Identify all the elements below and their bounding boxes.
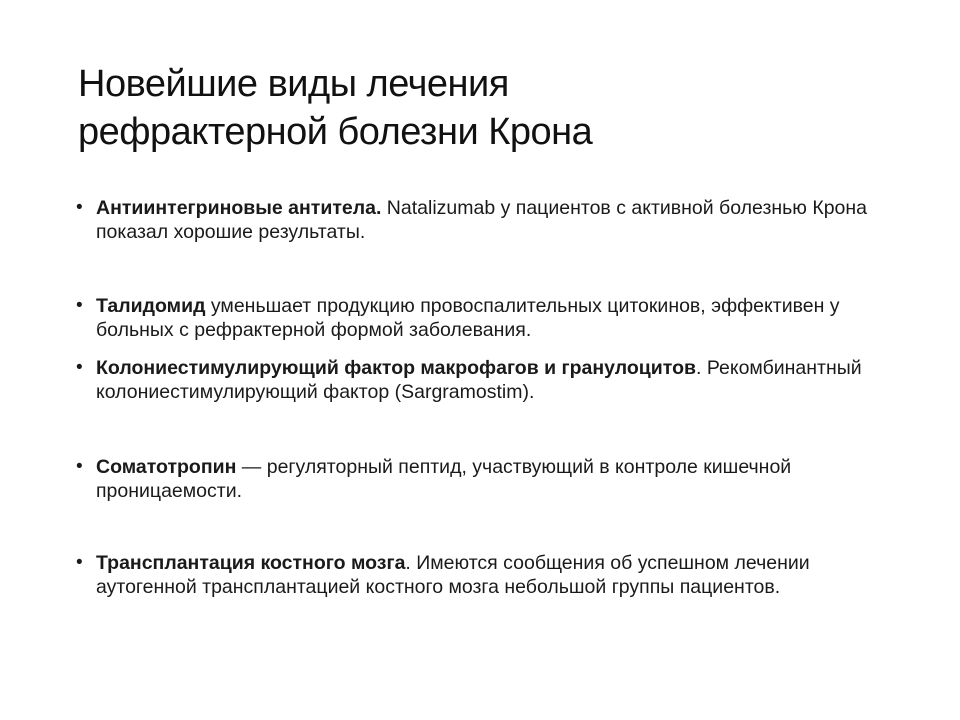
bullet-item [76,196,876,244]
bullet-item [76,551,876,599]
title-line-2: рефрактерной болезни Крона [78,111,593,153]
bullet-text: — регуляторный пептид, участвующий в контроле кишечной проницаемости. [96,456,792,502]
bullet-bold-text: Колониестимулирующий фактор макрофагов и гранулоцитов [96,357,696,379]
bullet-dot: • [76,456,83,477]
bullet-bold-text: Антиинтегриновые антитела. [96,197,382,219]
bullet-item [76,294,876,342]
bullet-bold-text: Талидомид [96,295,206,317]
bullet-item [76,455,876,503]
bullet-text: . Рекомбинантный колониестимулирующий фактор (Sargramostim). [96,357,862,403]
bullet-dot: • [76,295,83,316]
bullet-bold-text: Соматотропин [96,456,237,478]
slide-title [78,60,898,156]
bullet-text: уменьшает продукцию провоспалительных цитокинов, эффективен у больных с рефрактерной формой заболевания. [96,295,840,341]
bullet-dot: • [76,197,83,218]
title-line-1: Новейшие виды лечения [78,63,509,105]
bullet-dot: • [76,357,83,378]
bullet-dot: • [76,552,83,573]
bullet-item [76,356,876,404]
bullet-text: . Имеются сообщения об успешном лечении аутогенной трансплантацией костного мозга небольшой группы пациентов. [96,552,810,598]
bullet-bold-text: Трансплантация костного мозга [96,552,406,574]
bullet-text: Natalizumab у пациентов с активной болезнью Крона показал хорошие результаты. [96,197,868,243]
